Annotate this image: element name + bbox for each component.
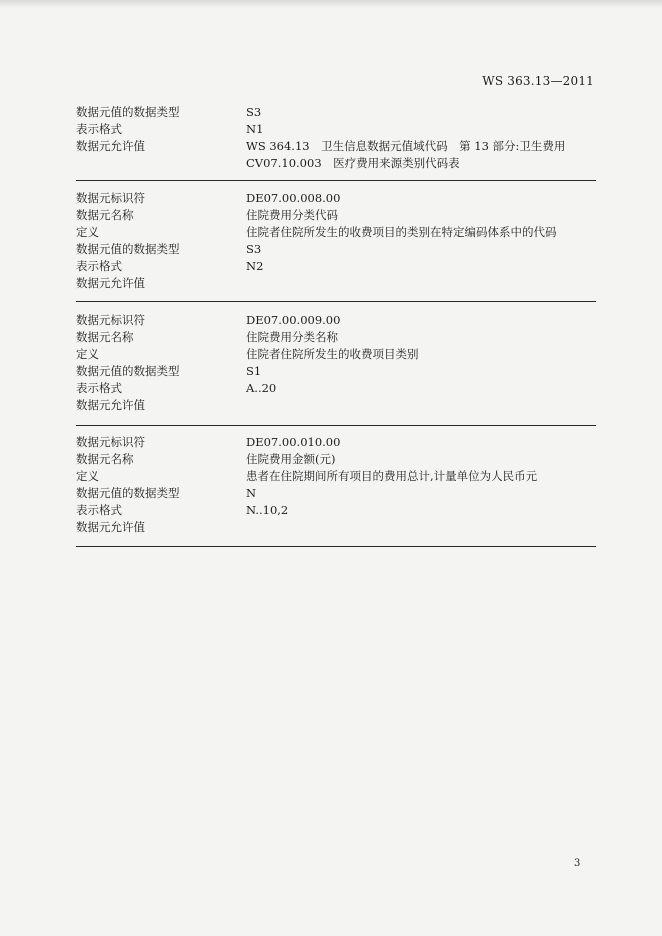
field-label: 定义 [76,469,99,483]
field-row [76,224,596,241]
field-label: 表示格式 [76,259,122,273]
field-row [76,121,596,138]
field-label: 表示格式 [76,122,122,136]
field-row [76,104,596,121]
field-label: 数据元名称 [76,208,134,222]
field-label: 表示格式 [76,381,122,395]
field-row [76,519,596,536]
field-row [76,275,596,292]
field-label [76,155,246,172]
page-number: 3 [574,858,581,869]
field-value: S1 [246,364,262,378]
field-value: N [246,486,257,500]
field-row [76,329,596,346]
field-row [76,241,596,258]
field-label: 表示格式 [76,503,122,517]
field-label: 数据元允许值 [76,520,145,534]
data-element-entry [76,190,596,292]
field-label: 数据元名称 [76,330,134,344]
field-value [246,397,596,414]
field-row [76,451,596,468]
field-value: N2 [246,259,264,273]
field-value: CV07.10.003 医疗费用来源类别代码表 [246,156,460,170]
field-row [76,380,596,397]
field-label: 定义 [76,347,99,361]
field-value [246,519,596,536]
field-row [76,434,596,451]
field-value: 住院费用分类名称 [246,330,338,344]
field-label: 数据元值的数据类型 [76,486,180,500]
field-row [76,485,596,502]
field-value: WS 364.13 卫生信息数据元值域代码 第 13 部分:卫生费用 [246,139,566,153]
field-label: 数据元标识符 [76,191,145,205]
data-element-entry [76,434,596,536]
field-label: 数据元允许值 [76,398,145,412]
field-value: 住院费用金额(元) [246,452,336,466]
field-row [76,138,596,155]
field-value: A..20 [246,381,277,395]
field-label: 数据元值的数据类型 [76,364,180,378]
field-value: 患者在住院期间所有项目的费用总计,计量单位为人民币元 [246,469,538,483]
field-row [76,155,596,172]
section-divider [76,180,596,181]
data-element-entry [76,312,596,414]
field-row [76,397,596,414]
field-label: 数据元允许值 [76,276,145,290]
field-label: 定义 [76,225,99,239]
field-row [76,346,596,363]
field-value: DE07.00.010.00 [246,435,341,449]
field-label: 数据元值的数据类型 [76,242,180,256]
field-value: DE07.00.009.00 [246,313,341,327]
field-value: 住院者住院所发生的收费项目的类别在特定编码体系中的代码 [246,225,557,239]
field-row [76,207,596,224]
field-value: 住院者住院所发生的收费项目类别 [246,347,419,361]
section-divider [76,546,596,547]
field-label: 数据元允许值 [76,139,145,153]
field-value: N..10,2 [246,503,289,517]
field-row [76,258,596,275]
field-value: S3 [246,242,262,256]
field-value [246,275,596,292]
field-label: 数据元标识符 [76,313,145,327]
field-label: 数据元值的数据类型 [76,105,180,119]
field-value: DE07.00.008.00 [246,191,341,205]
field-row [76,363,596,380]
field-row [76,468,596,485]
continued-entry [76,104,596,172]
field-value: S3 [246,105,262,119]
page-edge [0,0,662,8]
section-divider [76,425,596,426]
field-label: 数据元标识符 [76,435,145,449]
field-value: N1 [246,122,264,136]
field-value: 住院费用分类代码 [246,208,338,222]
field-row [76,312,596,329]
section-divider [76,301,596,302]
field-row [76,190,596,207]
standard-number: WS 363.13—2011 [482,74,594,88]
field-row [76,502,596,519]
field-label: 数据元名称 [76,452,134,466]
